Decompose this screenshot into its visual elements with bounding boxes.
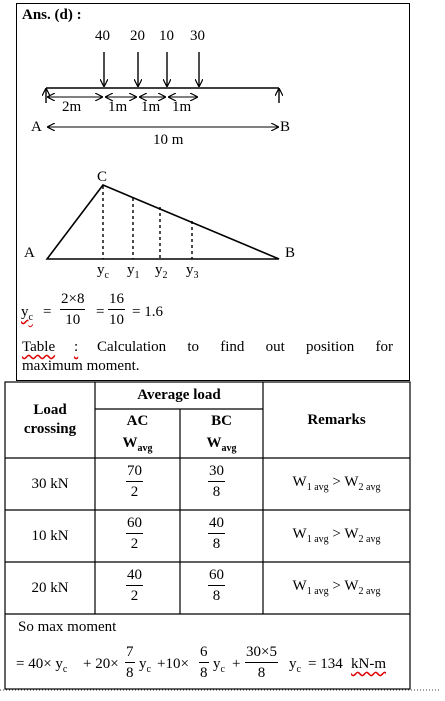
row-3-ac-fraction: 40 2 xyxy=(127,567,142,604)
ordinate-label-y2: $y_2$ xyxy=(155,262,168,281)
row-1-load: 30 kN xyxy=(31,475,69,492)
table-caption-line1 xyxy=(22,340,393,355)
load-label-20: 20 xyxy=(130,28,145,44)
load-label-40: 40 xyxy=(95,28,110,44)
ild-label-c: C xyxy=(97,169,108,185)
ild-label-a: A xyxy=(24,245,35,261)
spacing-label-2m: 2m xyxy=(62,99,82,115)
conclusion-text: So max moment xyxy=(18,619,117,635)
header-ac: AC $W_{avg}$ xyxy=(122,412,153,454)
table-caption-line2: maximum moment. xyxy=(22,358,140,374)
max-moment-unit: kN-m xyxy=(351,656,386,672)
spacing-label-1m-b: 1m xyxy=(141,99,161,115)
ild-label-b: B xyxy=(285,245,296,261)
yc-equals-1: = xyxy=(43,304,52,320)
ordinate-label-y3: $y_3$ xyxy=(186,262,199,281)
row-3-remark: $W_{1 avg} > W_{2 avg}$ xyxy=(292,578,381,598)
header-remarks: Remarks xyxy=(307,411,366,428)
row-3-bc-fraction: 60 8 xyxy=(209,567,224,604)
max-moment-result: = 134 xyxy=(308,656,343,672)
row-1-ac-fraction: 70 2 xyxy=(127,463,142,500)
answer-label: Ans. (d) : xyxy=(22,7,82,23)
load-label-10: 10 xyxy=(159,28,174,44)
load-label-30: 30 xyxy=(190,28,205,44)
yc-symbol: $y_c$ xyxy=(21,304,33,323)
max-moment-fraction-3: 30×5 8 xyxy=(246,644,277,681)
max-moment-fraction-2: 6 8 xyxy=(200,644,208,681)
spacing-label-1m-a: 1m xyxy=(108,99,128,115)
yc-result: = 1.6 xyxy=(132,304,163,320)
yc-fraction-1: 2×8 10 xyxy=(61,291,85,328)
row-2-load: 10 kN xyxy=(31,527,69,544)
beam-diagram xyxy=(0,0,445,160)
row-1-remark: $W_{1 avg} > W_{2 avg}$ xyxy=(292,474,381,494)
beam-label-b: B xyxy=(280,119,291,135)
caption-label: Table xyxy=(22,339,56,355)
header-bc: BC $W_{avg}$ xyxy=(206,412,237,454)
yc-equals-2: = xyxy=(96,304,105,320)
beam-label-a: A xyxy=(31,119,42,135)
span-label: 10 m xyxy=(153,132,184,148)
max-moment-plus20: + 20× xyxy=(83,656,119,672)
max-moment-yc-3: $y_c$ xyxy=(289,656,301,675)
influence-triangle xyxy=(47,185,279,259)
row-1-bc-fraction: 30 8 xyxy=(209,463,224,500)
ordinate-label-yc: $y_c$ xyxy=(97,262,109,281)
row-2-bc-fraction: 40 8 xyxy=(209,515,224,552)
yc-fraction-2: 16 10 xyxy=(109,291,124,328)
max-moment-yc-1: $y_c$ xyxy=(139,656,151,675)
header-average-load: Average load xyxy=(137,387,221,404)
row-2-ac-fraction: 60 2 xyxy=(127,515,142,552)
max-moment-eq-start: = $40\times y_c$ xyxy=(16,656,68,675)
influence-line-diagram xyxy=(0,160,445,270)
spacing-label-1m-c: 1m xyxy=(172,99,192,115)
row-3-load: 20 kN xyxy=(31,579,69,596)
ordinate-label-y1: $y_1$ xyxy=(127,262,140,281)
max-moment-plus: + xyxy=(232,656,241,672)
header-load-crossing: Load crossing xyxy=(23,402,77,437)
row-2-remark: $W_{1 avg} > W_{2 avg}$ xyxy=(292,526,381,546)
max-moment-fraction-1: 7 8 xyxy=(126,644,134,681)
max-moment-yc-2: $y_c$ xyxy=(213,656,225,675)
caption-text: Calculation to find out position for xyxy=(97,339,393,355)
max-moment-plus10: +10× xyxy=(157,656,189,672)
caption-colon: : xyxy=(73,339,79,355)
